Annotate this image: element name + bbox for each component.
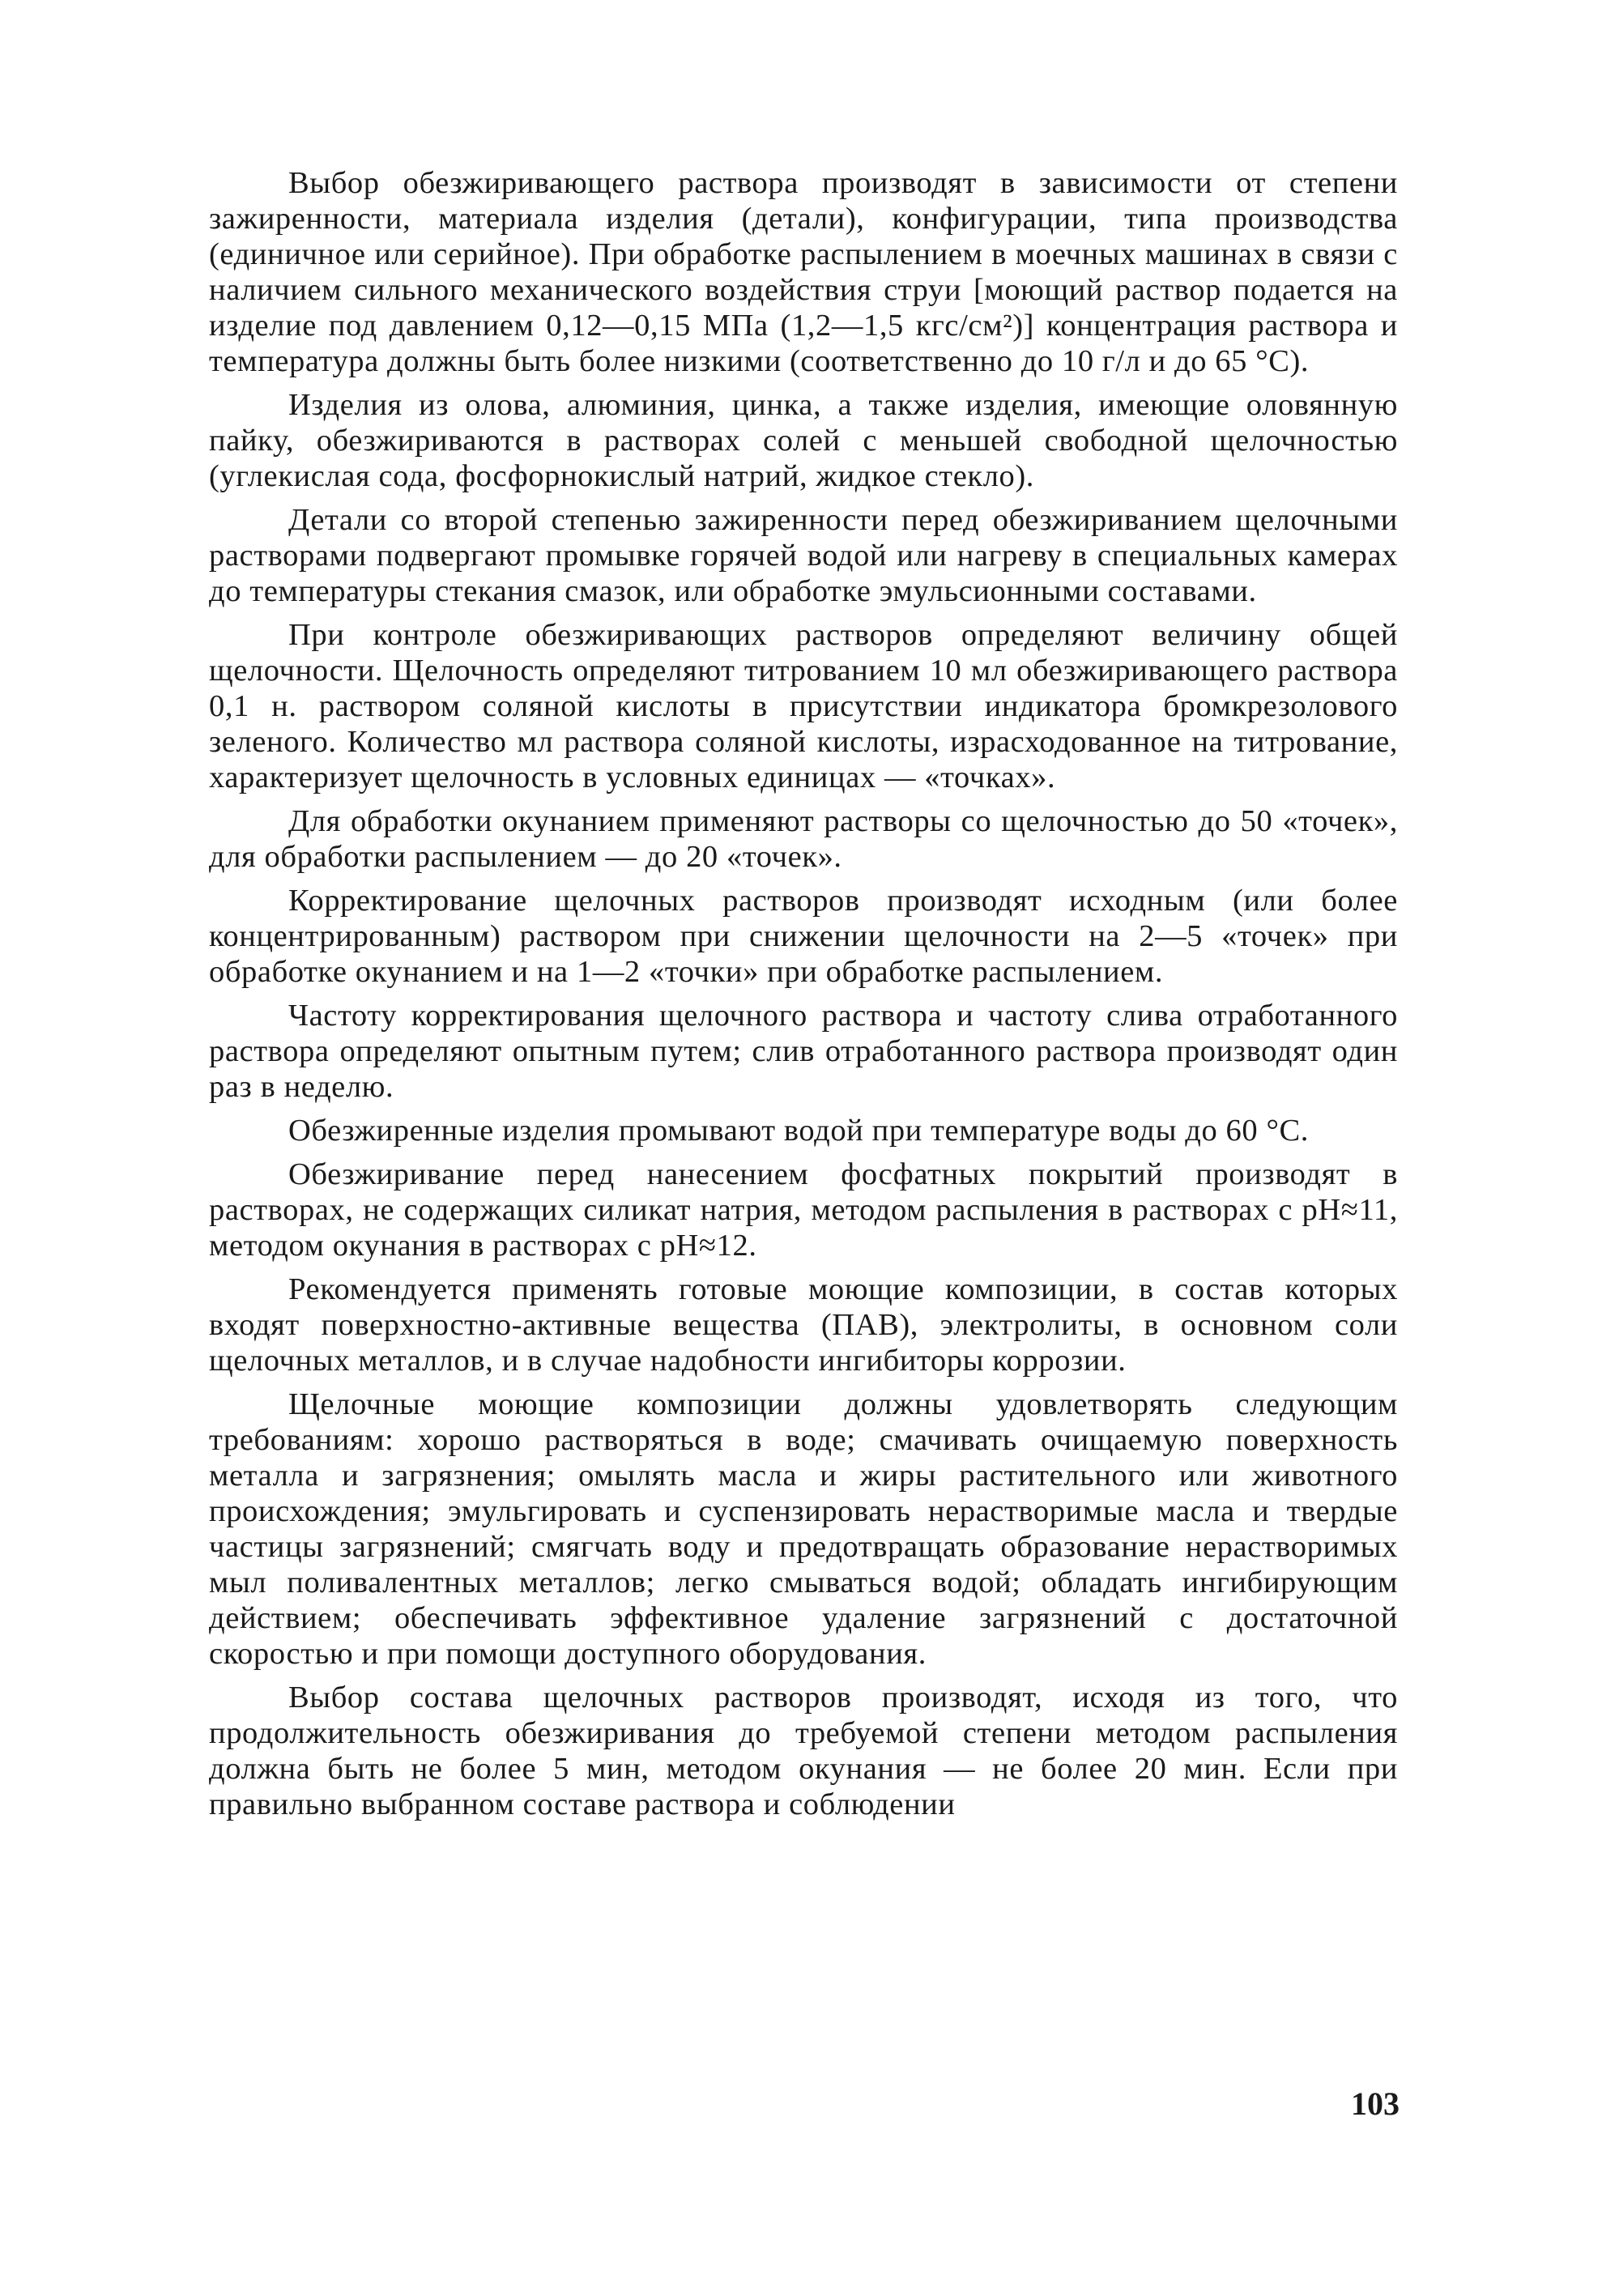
- paragraph-12: Выбор состава щелочных растворов производят, исходя из того, что продолжительность обезжиривания до требуемой степени методом распыления должна быть не более 5 мин, методом окунания — не более 20 мин. Если при правильно выбранном составе раствора и соблюдении: [209, 1680, 1398, 1821]
- paragraph-4: При контроле обезжиривающих растворов определяют величину общей щелочности. Щелочность определяют титрованием 10 мл обезжиривающего раствора 0,1 н. раствором соляной кислоты в присутствии индикатора бромкрезолового зеленого. Количество мл раствора соляной кислоты, израсходованное на титрование, характеризует щелочность в условных единицах — «точках».: [209, 618, 1398, 794]
- paragraph-8: Обезжиренные изделия промывают водой при температуре воды до 60 °С.: [288, 1114, 1309, 1148]
- paragraph-1: Выбор обезжиривающего раствора производят в зависимости от степени зажиренности, материала изделия (детали), конфигурации, типа производства (единичное или серийное). При обработке распылением в моечных машинах в связи с наличием сильного механического воздействия струи [моющий раствор подается на изделие под давлением 0,12—0,15 МПа (1,2—1,5 кгс/см²)] концентрация раствора и температура должны быть более низкими (соответственно до 10 г/л и до 65 °С).: [209, 166, 1398, 378]
- paragraph-2: Изделия из олова, алюминия, цинка, а также изделия, имеющие оловянную пайку, обезжириваются в растворах солей с меньшей свободной щелочностью (углекислая сода, фосфорнокислый натрий, жидкое стекло).: [209, 388, 1398, 493]
- paragraph-3: Детали со второй степенью зажиренности перед обезжириванием щелочными растворами подвергают промывке горячей водой или нагреву в специальных камерах до температуры стекания смазок, или обработке эмульсионными составами.: [209, 503, 1398, 608]
- page-body: [209, 165, 1398, 1822]
- paragraph-10: Рекомендуется применять готовые моющие композиции, в состав которых входят поверхностно-активные вещества (ПАВ), электролиты, в основном соли щелочных металлов, и в случае надобности ингибиторы коррозии.: [209, 1272, 1398, 1378]
- page-number: 103: [1351, 2085, 1400, 2122]
- paragraph-6: Корректирование щелочных растворов производят исходным (или более концентрированным) раствором при снижении щелочности на 2—5 «точек» при обработке окунанием и на 1—2 «точки» при обработке распылением.: [209, 884, 1398, 989]
- paragraph-11: Щелочные моющие композиции должны удовлетворять следующим требованиям: хорошо растворяться в воде; смачивать очищаемую поверхность металла и загрязнения; омылять масла и жиры растительного или животного происхождения; эмульгировать и суспензировать нерастворимые масла и твердые частицы загрязнений; смягчать воду и предотвращать образование нерастворимых мыл поливалентных металлов; легко смываться водой; обладать ингибирующим действием; обеспечивать эффективное удаление загрязнений с достаточной скоростью и при помощи доступного оборудования.: [209, 1387, 1398, 1671]
- paragraph-7: Частоту корректирования щелочного раствора и частоту слива отработанного раствора определяют опытным путем; слив отработанного раствора производят один раз в неделю.: [209, 999, 1398, 1104]
- paragraph-9: Обезжиривание перед нанесением фосфатных покрытий производят в растворах, не содержащих силикат натрия, методом распыления в растворах с pH≈11, методом окунания в растворах с pH≈12.: [209, 1157, 1398, 1263]
- paragraph-5: Для обработки окунанием применяют растворы со щелочностью до 50 «точек», для обработки распылением — до 20 «точек».: [209, 804, 1398, 874]
